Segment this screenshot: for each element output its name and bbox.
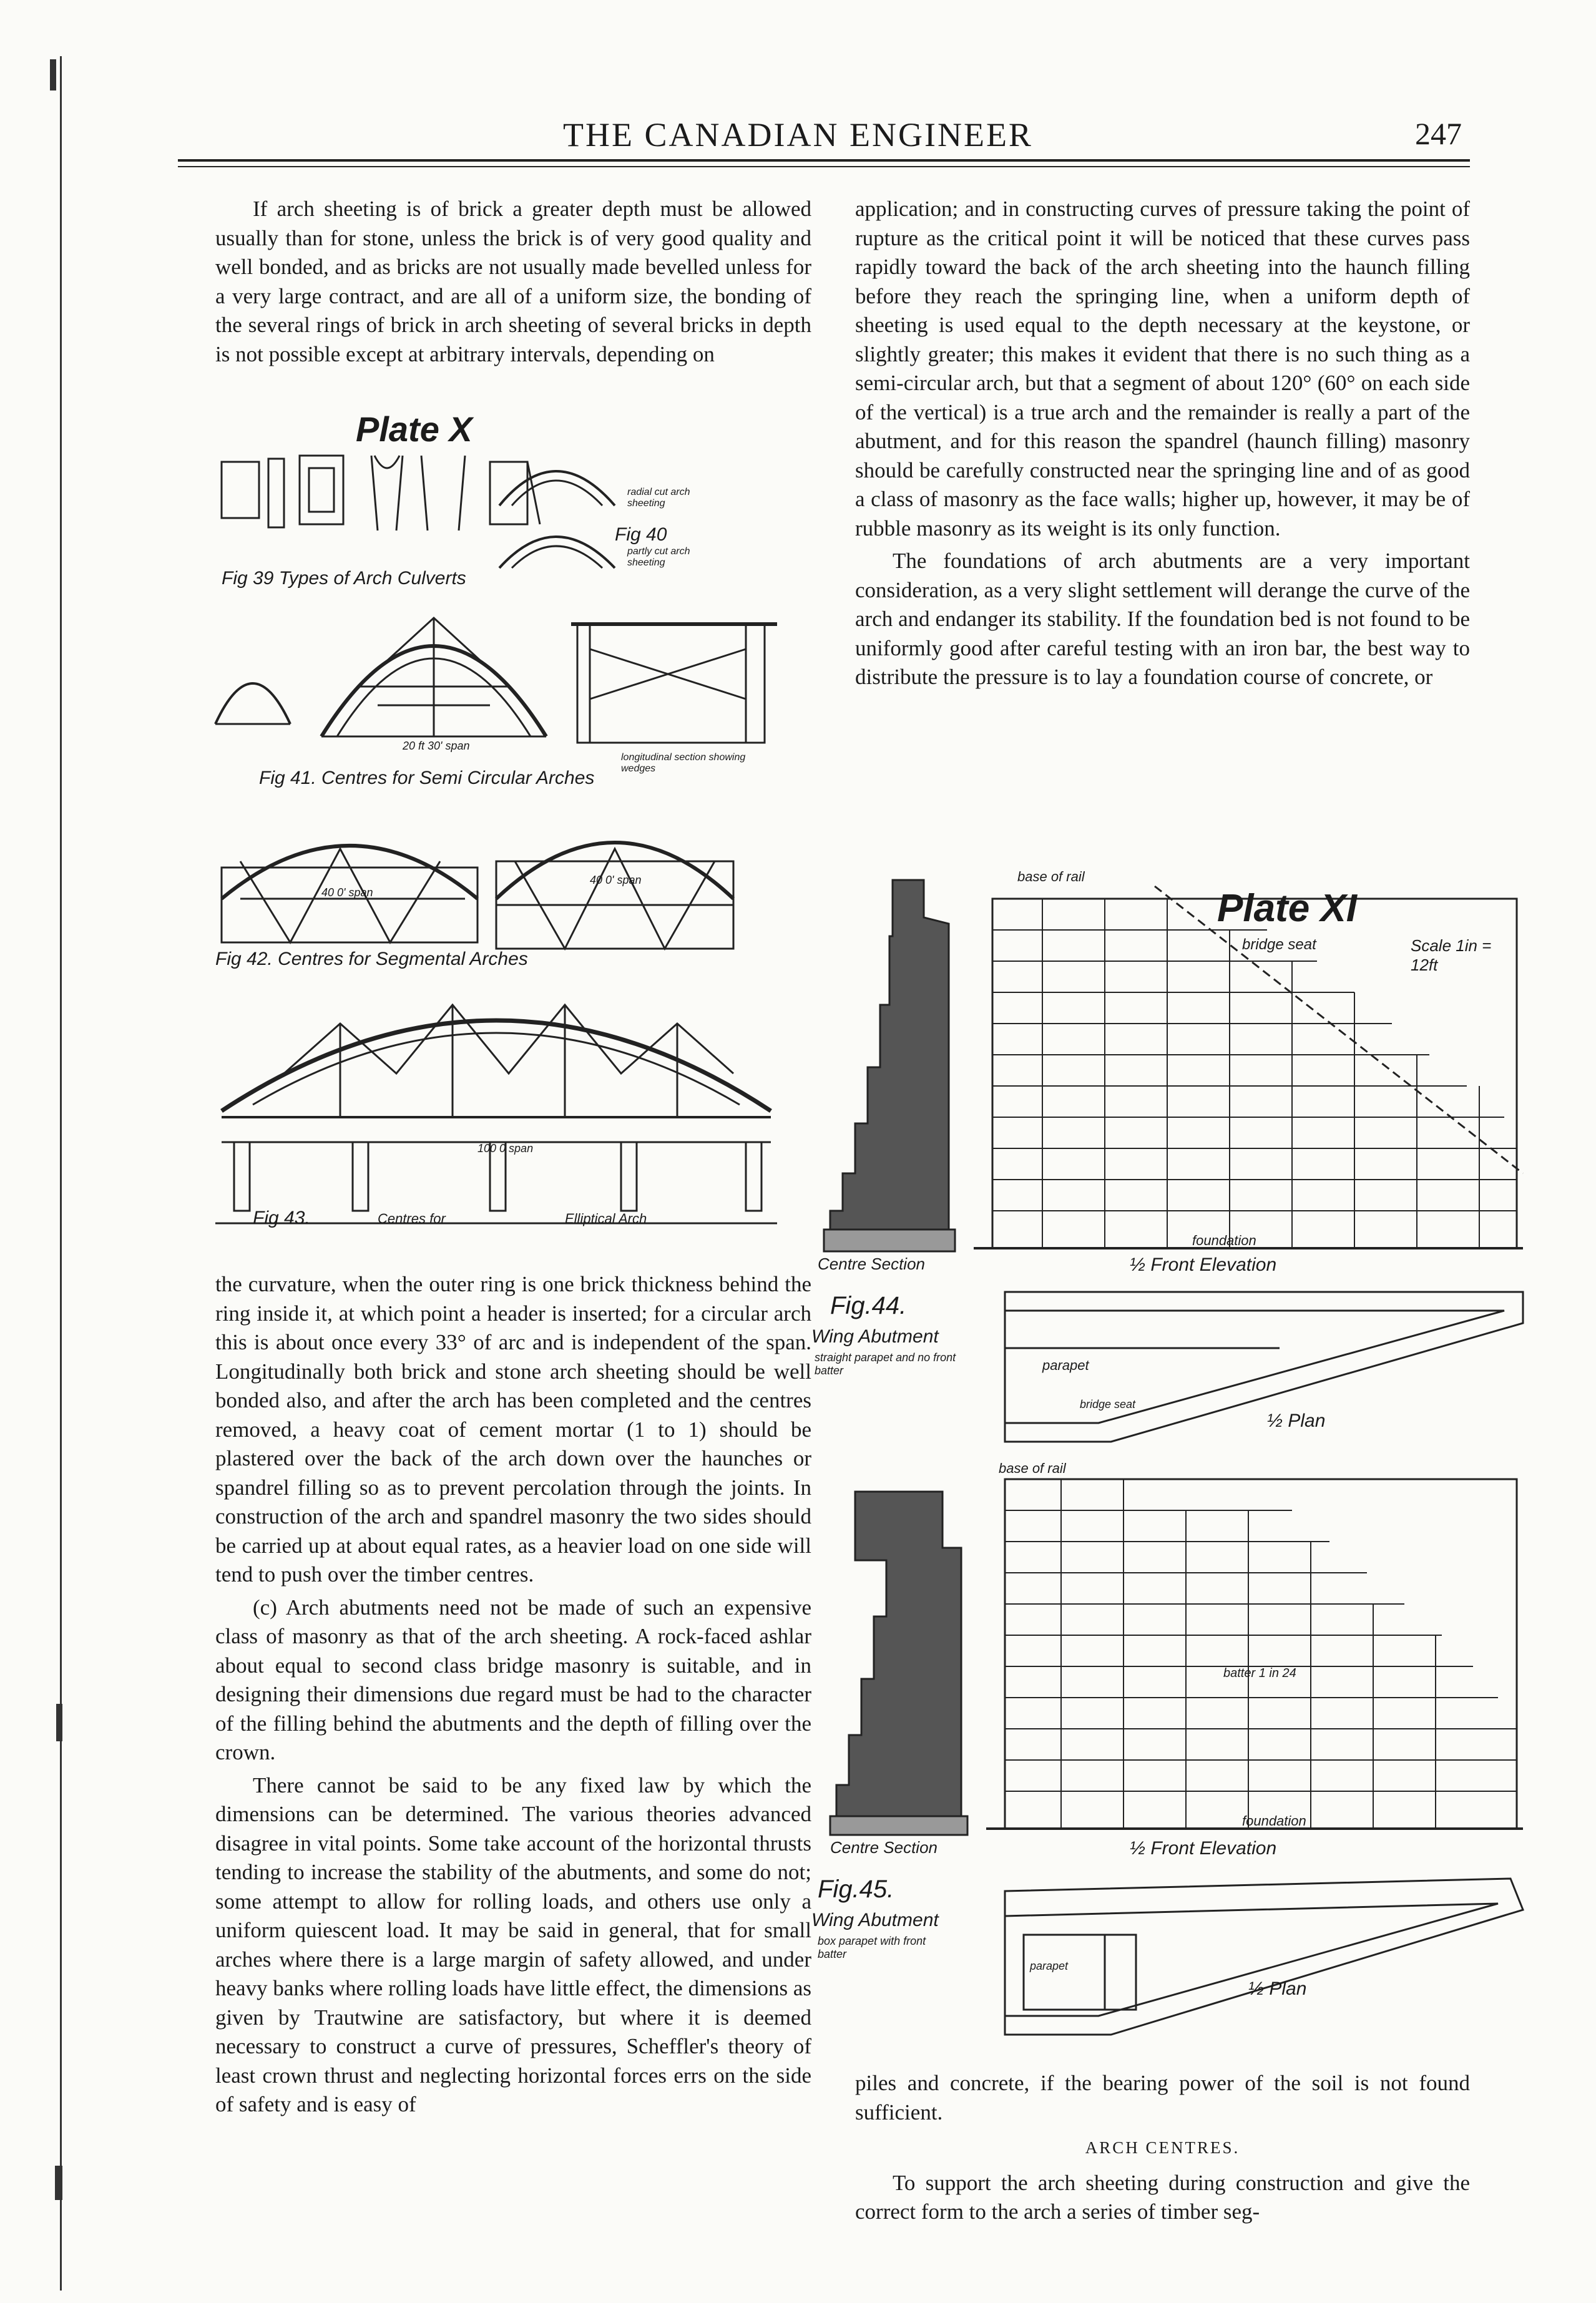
right-para-2: The foundations of arch abutments are a very important consideration, as a very slight settlement will derange the curve of the arch and endanger its stability. If the foundation bed is not found to be uniformly good after careful testing with an iron bar, the best way to distribute the pressure is to lay a foundation course of concrete, or bbox=[855, 549, 1470, 689]
left-column-top bbox=[215, 195, 811, 369]
journal-title: THE CANADIAN ENGINEER bbox=[563, 116, 1033, 154]
foundation-44: foundation bbox=[1192, 1233, 1256, 1248]
right-para-3: piles and concrete, if the bearing power of the soil is not found sufficient. bbox=[855, 2071, 1470, 2125]
fig40-note-2: partly cut arch sheeting bbox=[627, 546, 690, 568]
plate-xi-figure bbox=[811, 861, 1529, 2197]
plate-xi-drawings bbox=[818, 861, 1529, 2197]
left-column-middle bbox=[215, 1270, 811, 2120]
bridge-seat-label: bridge seat bbox=[1242, 936, 1316, 953]
front-elevation-45: ½ Front Elevation bbox=[1130, 1838, 1277, 1859]
margin-tick bbox=[56, 1704, 62, 1741]
fig41-caption: Fig 41. Centres for Semi Circular Arches bbox=[259, 768, 595, 788]
centre-section-45: Centre Section bbox=[830, 1838, 938, 1857]
left-para-1: If arch sheeting is of brick a greater depth must be allowed usually than for stone, unless the brick is of very good quality and well bonded, and as bricks are not usually made bevelled unless for a very large contract, and are all of a uniform size, the bonding of the several rings of brick in arch sheeting of several bricks in depth is not possible except at arbitrary intervals, depending on bbox=[215, 197, 811, 366]
fig42-span-1: 40 0' span bbox=[321, 886, 373, 899]
plate-x-title: Plate X bbox=[356, 409, 472, 449]
margin-rule bbox=[60, 56, 62, 2291]
fig40-note-1: radial cut arch sheeting bbox=[627, 487, 690, 509]
batter-45: batter 1 in 24 bbox=[1223, 1666, 1296, 1680]
margin-tick bbox=[50, 59, 56, 90]
right-column-bottom bbox=[855, 2069, 1470, 2227]
plan-45: ½ Plan bbox=[1248, 1978, 1307, 1999]
fig43-label: Fig 43. bbox=[253, 1208, 310, 1228]
fig43-span: 100 0 span bbox=[477, 1142, 534, 1155]
fig42-span-2: 40 0' span bbox=[590, 874, 642, 886]
plate-xi-title: Plate XI bbox=[1217, 887, 1357, 930]
right-column-top bbox=[855, 195, 1470, 692]
parapet-45: parapet bbox=[1030, 1960, 1069, 1972]
plate-x-drawings bbox=[215, 412, 815, 1236]
left-para-4: There cannot be said to be any fixed law by which the dimensions can be determined. The various theories advanced disagree in vital points. Some take account of the horizontal thrusts tending to increase the stability of the abutments, and some do not; some attempt to allow for rolling loads, and others use only a uniform quiescent load. It may be said in general, that for small arches where there is a large margin of safety allowed, and under heavy banks where rolling loads have little effect, the dimensions as given by Trautwine are satisfactory, but where it is deemed necessary to construct a curve of pressures, Scheffler's theory of least crown thrust and neglecting horizontal forces errs on the side of safety and is easy of bbox=[215, 1772, 811, 2116]
fig40-caption: Fig 40 bbox=[615, 524, 667, 545]
fig41-note: longitudinal section showing wedges bbox=[621, 752, 746, 774]
fig44-subtitle: Wing Abutment bbox=[811, 1326, 939, 1347]
base-of-rail-44: base of rail bbox=[1017, 869, 1085, 884]
plate-xi-scale: Scale 1in = 12ft bbox=[1411, 936, 1492, 974]
fig43-caption-2: Elliptical Arch bbox=[565, 1211, 647, 1226]
fig39-caption: Fig 39 Types of Arch Culverts bbox=[222, 568, 466, 589]
page-number: 247 bbox=[1415, 116, 1462, 151]
right-para-1: application; and in constructing curves of pressure taking the point of rupture as the critical point it will be noticed that these curves pass rapidly toward the back of the arch sheeting into the haunch filling before they reach the springing line, when a uniform depth of sheeting is used equal to the depth necessary at the keystone, or slightly greater; this makes it evident that there is no such thing as a semi-circular arch, but that a segment of about 120° (60° on each side of the vertical) is a true arch and the remainder is really a part of the abutment, and for this reason the spandrel (haunch filling) masonry should be carefully constructed near the springing line and of as good a class of masonry as the face walls; higher up, however, it may be of rubble masonry as its weight is its only function. bbox=[855, 197, 1470, 540]
fig44-note: straight parapet and no front batter bbox=[815, 1351, 956, 1377]
plan-44: ½ Plan bbox=[1267, 1411, 1326, 1431]
left-para-3: (c) Arch abutments need not be made of such an expensive class of masonry as that of the arch sheeting. A rock-faced ashlar about equal to second class bridge masonry is suitable, and in designing their dimensions due regard must be had to the character of the filling behind the abutments and the depth of filling over the crown. bbox=[215, 1595, 811, 1764]
base-of-rail-45: base of rail bbox=[999, 1460, 1066, 1476]
fig41-span: 20 ft 30' span bbox=[403, 740, 470, 752]
centre-section-44: Centre Section bbox=[818, 1254, 925, 1273]
plate-x-figure bbox=[215, 409, 815, 1236]
section-heading-arch-centres: ARCH CENTRES. bbox=[1085, 2138, 1240, 2157]
fig45-note: box parapet with front batter bbox=[818, 1935, 926, 1960]
fig42-caption: Fig 42. Centres for Segmental Arches bbox=[215, 949, 528, 969]
fig45-label: Fig.45. bbox=[818, 1875, 894, 1903]
left-para-2: the curvature, when the outer ring is one brick thickness behind the ring inside it, at which point a header is inserted; for a circular arch this is about once every 33° of arc and is independent of the span. Longitudinally both brick and stone arch sheeting should be well bonded also, and after the arch has been completed and the centres removed, a heavy coat of cement mortar (1 to 1) should be plastered over the back of the arch down over the haunches or spandrel filling so as to prevent percolation through the joints. In construction of the arch and spandrel masonry the two sides should be carried up at about equal rates, as a heavier load on one side will tend to push over the timber centres. bbox=[215, 1272, 811, 1587]
header-rule-thin bbox=[178, 166, 1470, 167]
bridge-seat-44: bridge seat bbox=[1080, 1398, 1136, 1411]
header-rule bbox=[178, 159, 1470, 162]
foundation-45: foundation bbox=[1242, 1813, 1306, 1829]
right-para-4: To support the arch sheeting during construction and give the correct form to the arch a series of timber seg- bbox=[855, 2170, 1470, 2224]
culvert-drawings bbox=[222, 456, 540, 531]
fig45-subtitle: Wing Abutment bbox=[811, 1910, 939, 1930]
margin-tick bbox=[55, 2166, 62, 2200]
front-elevation-44: ½ Front Elevation bbox=[1130, 1254, 1277, 1275]
parapet-44: parapet bbox=[1042, 1357, 1089, 1373]
fig43-caption-1: Centres for bbox=[378, 1211, 446, 1226]
fig44-label: Fig.44. bbox=[830, 1292, 907, 1319]
